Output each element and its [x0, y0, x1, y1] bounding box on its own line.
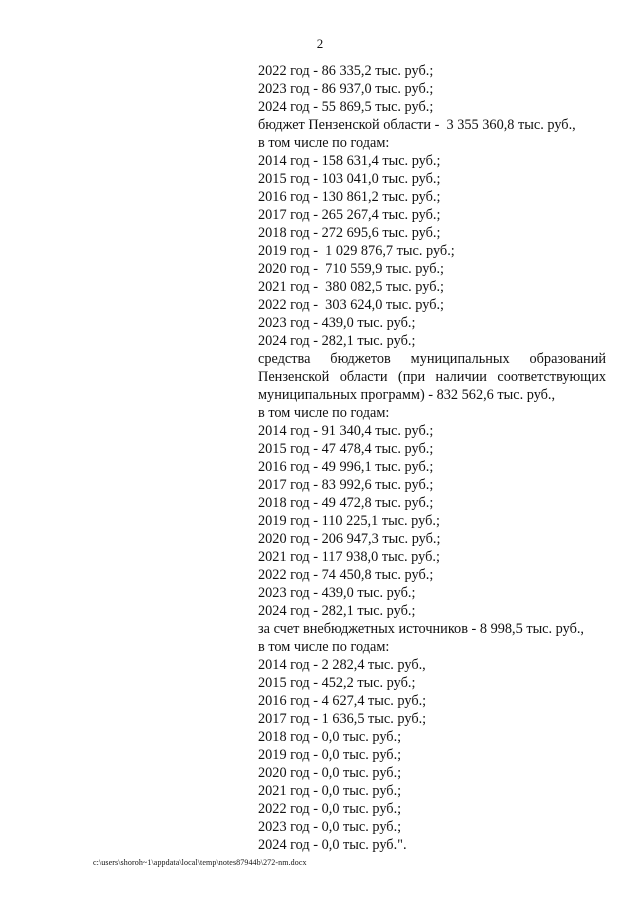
file-path-footer: c:\users\shoroh~1\appdata\local\temp\notes87944b\272-nm.docx: [93, 858, 307, 867]
year-line: 2015 год - 47 478,4 тыс. руб.;: [258, 441, 434, 457]
year-line: 2015 год - 452,2 тыс. руб.;: [258, 675, 416, 691]
year-line: 2024 год - 282,1 тыс. руб.;: [258, 603, 416, 619]
year-line: 2023 год - 0,0 тыс. руб.;: [258, 819, 402, 835]
year-line: 2023 год - 439,0 тыс. руб.;: [258, 315, 416, 331]
year-line: 2017 год - 1 636,5 тыс. руб.;: [258, 711, 427, 727]
text-line: 2022 год - 86 335,2 тыс. руб.;: [258, 63, 434, 79]
year-line: 2022 год - 74 450,8 тыс. руб.;: [258, 567, 434, 583]
year-line: 2020 год - 0,0 тыс. руб.;: [258, 765, 402, 781]
year-line: 2015 год - 103 041,0 тыс. руб.;: [258, 171, 441, 187]
text-line: 2023 год - 86 937,0 тыс. руб.;: [258, 81, 434, 97]
year-line: 2023 год - 439,0 тыс. руб.;: [258, 585, 416, 601]
text-line: 2024 год - 55 869,5 тыс. руб.;: [258, 99, 434, 115]
document-body: [258, 62, 606, 854]
year-line: 2022 год - 303 624,0 тыс. руб.;: [258, 297, 445, 313]
year-line: 2017 год - 83 992,6 тыс. руб.;: [258, 477, 434, 493]
year-line: 2014 год - 158 631,4 тыс. руб.;: [258, 153, 441, 169]
year-line: 2021 год - 380 082,5 тыс. руб.;: [258, 279, 445, 295]
year-line: 2019 год - 0,0 тыс. руб.;: [258, 747, 402, 763]
year-line: 2018 год - 49 472,8 тыс. руб.;: [258, 495, 434, 511]
year-line: 2024 год - 282,1 тыс. руб.;: [258, 333, 416, 349]
extrabudgetary-heading: за счет внебюджетных источников - 8 998,5 тыс. руб.,: [258, 621, 585, 637]
extrabudgetary-subheading: в том числе по годам:: [258, 639, 390, 655]
page-number: 2: [316, 36, 324, 51]
year-line: 2019 год - 110 225,1 тыс. руб.;: [258, 513, 440, 529]
year-line: 2016 год - 4 627,4 тыс. руб.;: [258, 693, 427, 709]
year-line: 2022 год - 0,0 тыс. руб.;: [258, 801, 402, 817]
year-line: 2014 год - 91 340,4 тыс. руб.;: [258, 423, 434, 439]
year-line: 2017 год - 265 267,4 тыс. руб.;: [258, 207, 441, 223]
year-line: 2020 год - 710 559,9 тыс. руб.;: [258, 261, 445, 277]
municipal-budget-subheading: в том числе по годам:: [258, 405, 390, 421]
municipal-budget-heading: средства бюджетов муниципальных образований Пензенской области (при наличии соответствующих муниципальных программ) - 832 562,6 тыс. руб.,: [258, 351, 606, 403]
year-line: 2021 год - 117 938,0 тыс. руб.;: [258, 549, 440, 565]
year-line: 2018 год - 0,0 тыс. руб.;: [258, 729, 402, 745]
year-line: 2018 год - 272 695,6 тыс. руб.;: [258, 225, 441, 241]
year-line: 2016 год - 49 996,1 тыс. руб.;: [258, 459, 434, 475]
regional-budget-heading: бюджет Пензенской области - 3 355 360,8 тыс. руб.,: [258, 117, 576, 133]
year-line: 2014 год - 2 282,4 тыс. руб.,: [258, 657, 426, 673]
year-line: 2020 год - 206 947,3 тыс. руб.;: [258, 531, 441, 547]
year-line: 2019 год - 1 029 876,7 тыс. руб.;: [258, 243, 455, 259]
year-line: 2016 год - 130 861,2 тыс. руб.;: [258, 189, 441, 205]
year-line: 2021 год - 0,0 тыс. руб.;: [258, 783, 402, 799]
year-line: 2024 год - 0,0 тыс. руб.".: [258, 837, 407, 853]
regional-budget-subheading: в том числе по годам:: [258, 135, 390, 151]
